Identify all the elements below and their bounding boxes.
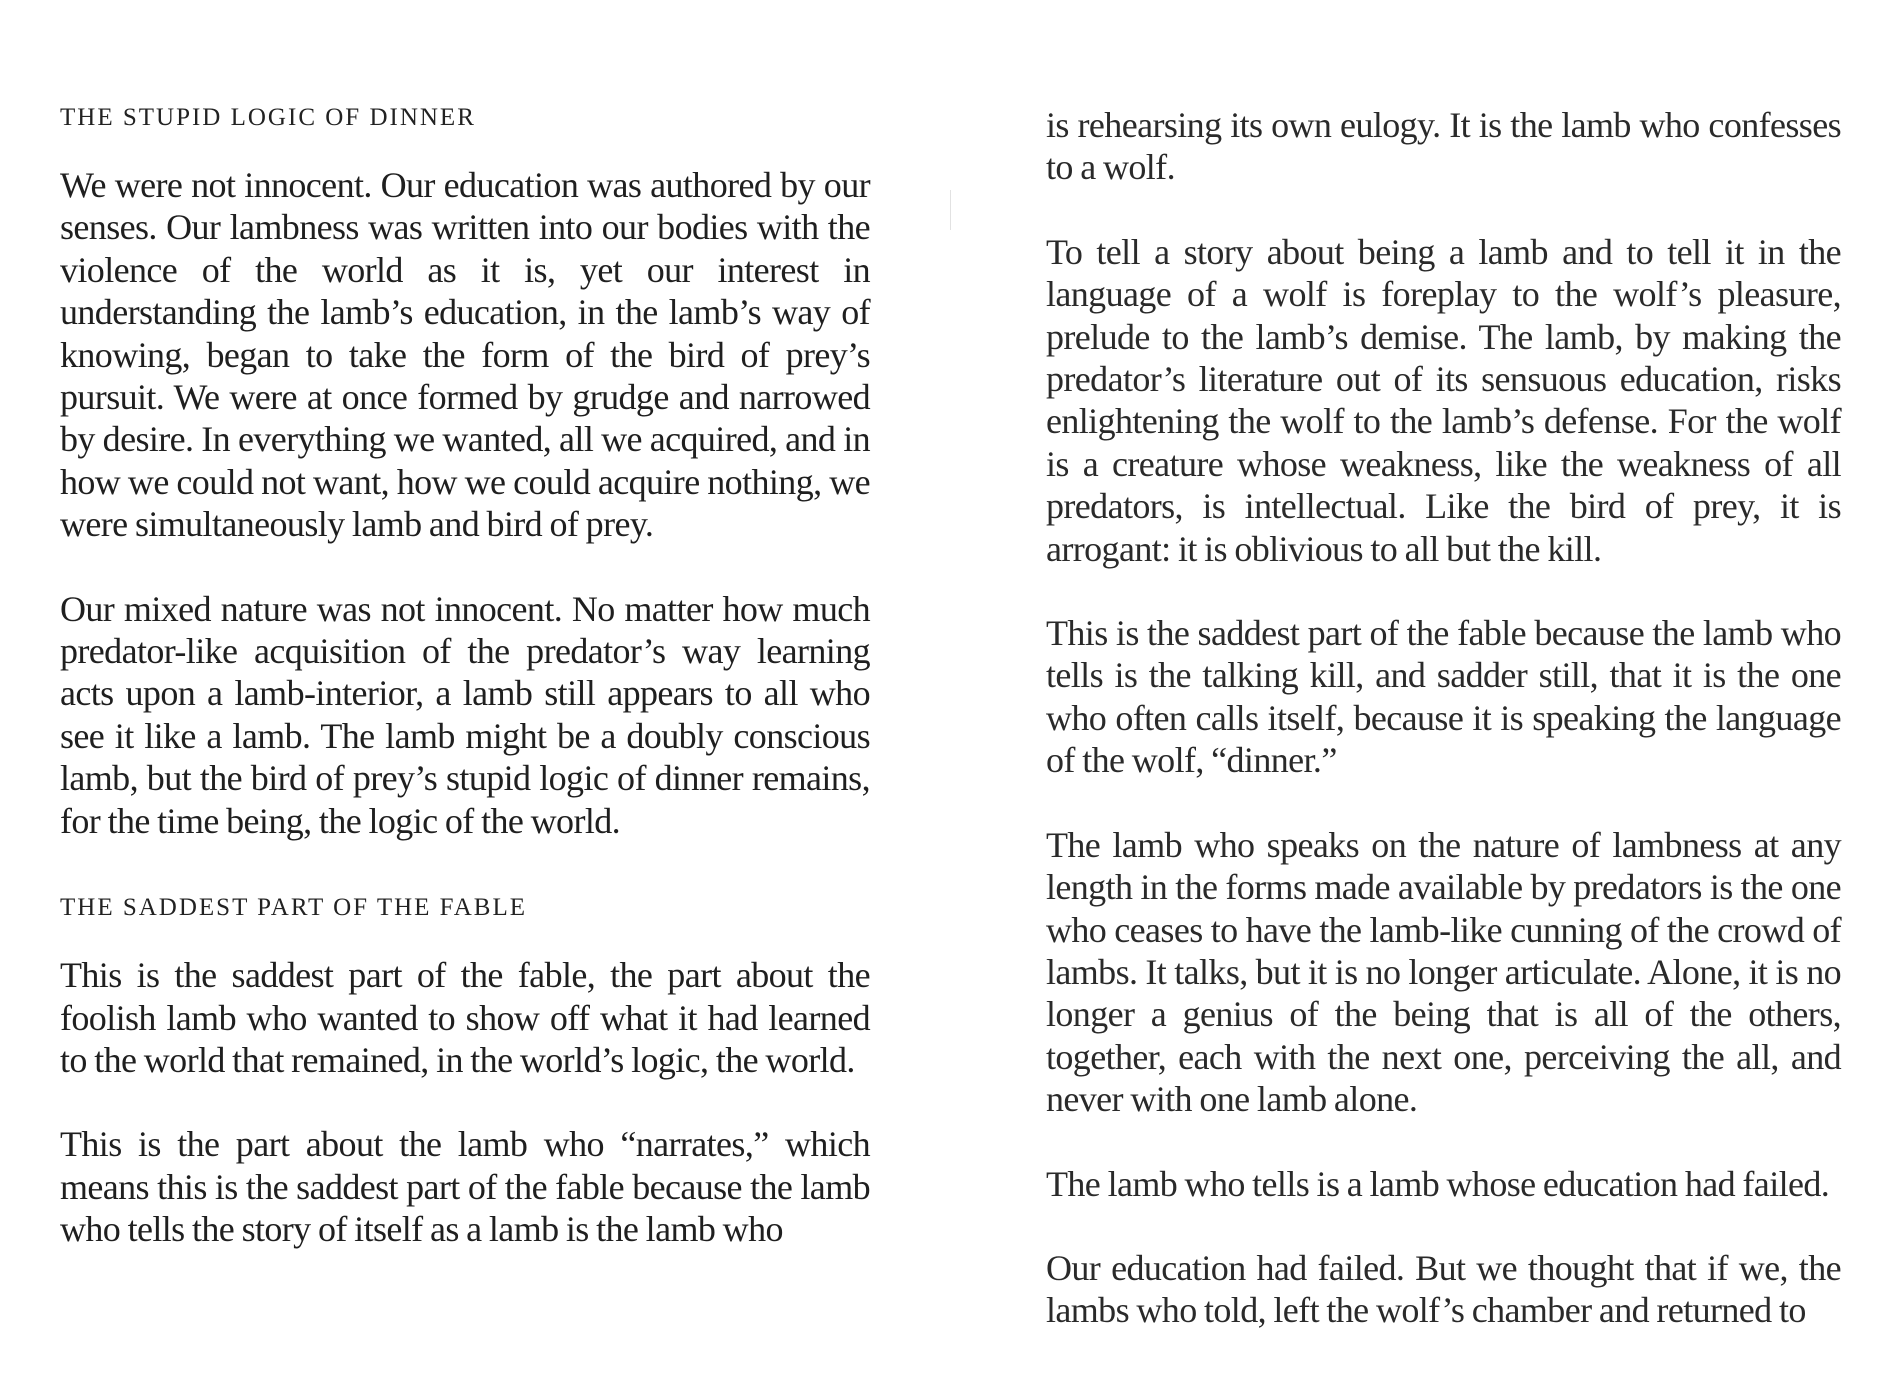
paragraph-talking-kill: This is the saddest part of the fable because the lamb who tells is the talking kill, and sadder still, that it is the one who often calls itself, because it is speaking the language of the wolf, “dinner.”	[1046, 613, 1841, 781]
left-page	[60, 0, 870, 1393]
paragraph-left-wolfs-chamber: Our education had failed. But we thought that if we, the lambs who told, left the wolf’s chamber and returned to	[1046, 1247, 1841, 1331]
section-heading-saddest-part-of-the-fable: THE SADDEST PART OF THE FABLE	[60, 894, 527, 922]
paragraph-we-were-not-innocent: We were not innocent. Our education was authored by our senses. Our lambness was written into our bodies with the violence of the world as it is, yet our interest in understanding the lamb’s education, in the lamb’s way of knowing, began to take the form of the bird of prey’s pursuit. We were at once formed by grudge and narrowed by desire. In everything we wanted, all we acquired, and in how we could not want, how we could acquire nothing, we were simultaneously lamb and bird of prey.	[60, 165, 870, 545]
paragraph-saddest-part-foolish-lamb: This is the saddest part of the fable, the part about the foolish lamb who wanted to show off what it had learned to the world that remained, in the world’s logic, the world.	[60, 955, 870, 1080]
paragraph-education-had-failed: The lamb who tells is a lamb whose education had failed.	[1046, 1163, 1830, 1204]
page-gutter-mark	[950, 190, 951, 230]
paragraph-lamb-who-narrates: This is the part about the lamb who “narrates,” which means this is the saddest part of the fable because the lamb who tells the story of itself as a lamb is the lamb who	[60, 1124, 870, 1250]
paragraph-language-of-a-wolf: To tell a story about being a lamb and to tell it in the language of a wolf is foreplay to the wolf’s pleasure, prelude to the lamb’s demise. The lamb, by making the predator’s literature out of its sensuous education, risks enlightening the wolf to the lamb’s defense. For the wolf is a creature whose weakness, like the weakness of all predators, is intellectual. Like the bird of prey, it is arrogant: it is oblivious to all but the kill.	[1046, 231, 1841, 569]
section-heading-stupid-logic-of-dinner: THE STUPID LOGIC OF DINNER	[60, 104, 476, 131]
right-page	[1046, 0, 1841, 1393]
paragraph-rehearsing-eulogy: is rehearsing its own eulogy. It is the lamb who confesses to a wolf.	[1046, 105, 1841, 188]
paragraph-our-mixed-nature: Our mixed nature was not innocent. No matter how much predator-like acquisition of the predator’s way learning acts upon a lamb-interior, a lamb still appears to all who see it like a lamb. The lamb might be a doubly conscious lamb, but the bird of prey’s stupid logic of dinner remains, for the time being, the logic of the world.	[60, 588, 870, 841]
paragraph-nature-of-lambness: The lamb who speaks on the nature of lambness at any length in the forms made available by predators is the one who ceases to have the lamb-like cunning of the crowd of lambs. It talks, but it is no longer articulate. Alone, it is no longer a genius of the being that is all of the others, together, each with the next one, perceiving the all, and never with one lamb alone.	[1046, 824, 1841, 1120]
